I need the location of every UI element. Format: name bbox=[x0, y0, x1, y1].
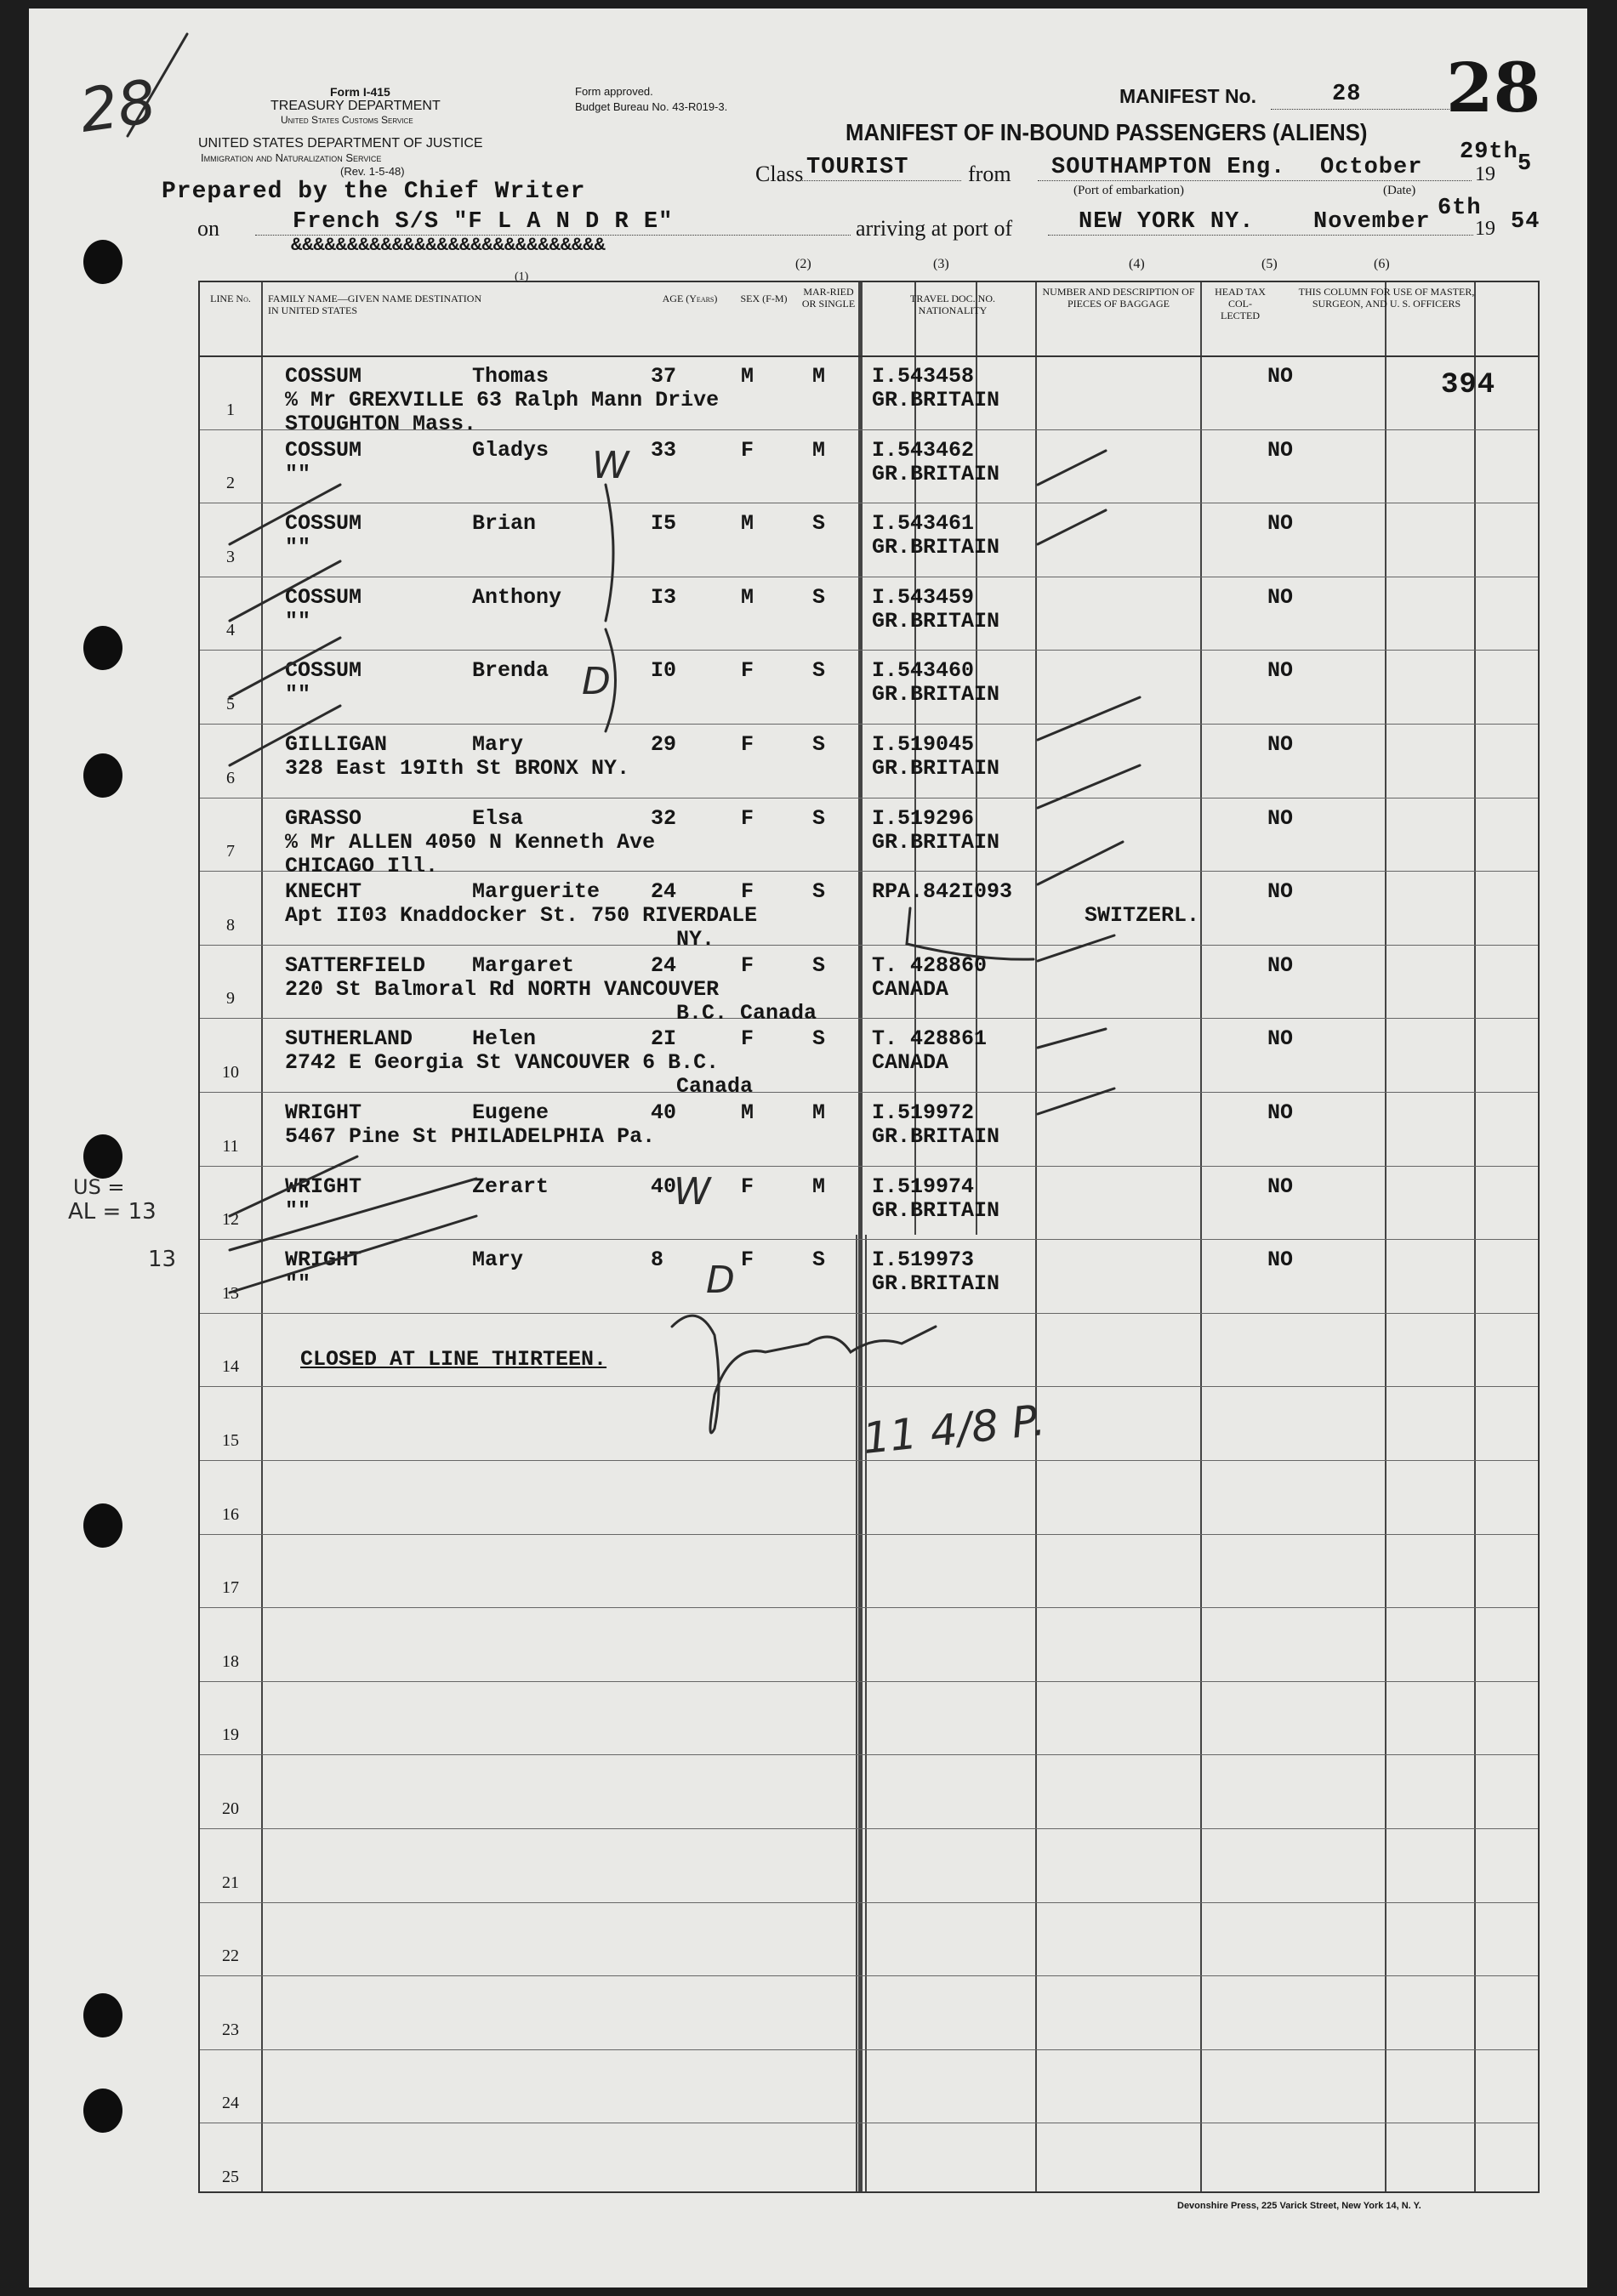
age: 29 bbox=[651, 732, 677, 757]
line-number: 3 bbox=[226, 547, 235, 566]
arrival-time-note: 11 4/8 P. bbox=[860, 1395, 1048, 1464]
head-tax: NO bbox=[1267, 805, 1294, 831]
sex: M bbox=[741, 1100, 754, 1125]
given-name: Gladys bbox=[472, 437, 549, 463]
col-num-4: (4) bbox=[1129, 257, 1145, 271]
travel-document-number: I.543462 bbox=[872, 437, 975, 463]
sex: F bbox=[741, 437, 754, 463]
destination-line-2: STOUGHTON Mass. bbox=[285, 412, 477, 436]
nationality: GR.BRITAIN bbox=[872, 829, 1000, 855]
travel-document-number: I.543458 bbox=[872, 364, 975, 389]
closed-text: CLOSED AT LINE THIRTEEN. bbox=[300, 1347, 607, 1372]
arrival-day: 6th bbox=[1438, 196, 1482, 221]
margin-tally-al: AL = 13 bbox=[68, 1199, 157, 1225]
destination-line-2: CHICAGO Ill. bbox=[285, 853, 439, 878]
nationality: GR.BRITAIN bbox=[872, 1124, 1000, 1149]
given-name: Elsa bbox=[472, 805, 524, 831]
travel-document-number: RPA.842I093 bbox=[872, 879, 1013, 905]
given-name: Mary bbox=[472, 732, 524, 757]
treasury-department: TREASURY DEPARTMENT bbox=[270, 99, 441, 113]
marital-status: S bbox=[812, 805, 826, 831]
marital-status: M bbox=[812, 437, 826, 463]
col-num-2: (2) bbox=[795, 257, 811, 271]
on-label: on bbox=[197, 216, 219, 241]
age: I3 bbox=[651, 584, 677, 610]
check-mark bbox=[1038, 1029, 1106, 1048]
family-name: KNECHT bbox=[285, 879, 362, 905]
line-number: 11 bbox=[222, 1136, 239, 1156]
col-num-5: (5) bbox=[1261, 257, 1278, 271]
inspector-initial: W bbox=[674, 1170, 711, 1213]
sex: F bbox=[741, 732, 754, 757]
given-name: Eugene bbox=[472, 1100, 549, 1125]
destination: 5467 Pine St PHILADELPHIA Pa. bbox=[285, 1124, 656, 1149]
age: 24 bbox=[651, 879, 677, 905]
nationality: GR.BRITAIN bbox=[872, 535, 1000, 560]
age: 8 bbox=[651, 1247, 664, 1273]
check-mark bbox=[230, 561, 340, 621]
nationality: GR.BRITAIN bbox=[872, 1197, 1000, 1223]
line-number: 13 bbox=[222, 1283, 239, 1303]
given-name: Anthony bbox=[472, 584, 562, 610]
bracket bbox=[606, 485, 613, 621]
line-number: 4 bbox=[226, 621, 235, 640]
header-age: AGE (Years) bbox=[662, 293, 718, 304]
line-number: 14 bbox=[222, 1357, 239, 1377]
check-mark bbox=[1038, 842, 1123, 884]
revision: (Rev. 1-5-48) bbox=[340, 165, 405, 178]
family-name: COSSUM bbox=[285, 364, 362, 389]
customs-service: United States Customs Service bbox=[281, 114, 413, 126]
check-mark bbox=[230, 485, 340, 544]
manifest-label: MANIFEST No. bbox=[1119, 85, 1256, 107]
nationality: GR.BRITAIN bbox=[872, 608, 1000, 634]
header-name: FAMILY NAME—GIVEN NAME DESTINATION IN UNITED STATES bbox=[268, 293, 482, 316]
family-name: COSSUM bbox=[285, 437, 362, 463]
sex: F bbox=[741, 879, 754, 905]
destination: "" bbox=[285, 1197, 311, 1223]
printer-footer: Devonshire Press, 225 Varick Street, New York 14, N. Y. bbox=[1177, 2201, 1421, 2211]
line-number: 9 bbox=[226, 989, 235, 1009]
marital-status: S bbox=[812, 732, 826, 757]
header-sex: SEX (F-M) bbox=[740, 293, 788, 304]
check-mark bbox=[230, 638, 340, 697]
marital-status: S bbox=[812, 584, 826, 610]
departure-year-prefix: 19 bbox=[1475, 163, 1495, 185]
check-mark bbox=[1038, 765, 1140, 808]
destination: "" bbox=[285, 1271, 311, 1297]
marital-status: S bbox=[812, 879, 826, 905]
officer-number: 394 bbox=[1441, 369, 1496, 401]
destination: "" bbox=[285, 461, 311, 486]
bracket bbox=[907, 908, 1033, 959]
departure-year: 5 bbox=[1517, 151, 1533, 177]
travel-document-number: I.543459 bbox=[872, 584, 975, 610]
destination: "" bbox=[285, 608, 311, 634]
head-tax: NO bbox=[1267, 732, 1294, 757]
nationality: GR.BRITAIN bbox=[872, 1271, 1000, 1297]
arrival-month: November bbox=[1313, 209, 1431, 235]
header-head-tax: HEAD TAX COL-LECTED bbox=[1215, 286, 1266, 321]
inspector-initial: W bbox=[592, 444, 629, 487]
nationality: CANADA bbox=[872, 976, 949, 1002]
check-mark bbox=[1038, 451, 1106, 485]
vessel-underline: &&&&&&&&&&&&&&&&&&&&&&&&&&&& bbox=[291, 235, 606, 256]
head-tax: NO bbox=[1267, 1247, 1294, 1273]
line-number: 6 bbox=[226, 768, 235, 787]
line-number: 12 bbox=[222, 1210, 239, 1230]
sex: F bbox=[741, 1174, 754, 1199]
sex: F bbox=[741, 1247, 754, 1273]
col-num-6: (6) bbox=[1374, 257, 1390, 271]
arrival-year-prefix: 19 bbox=[1475, 218, 1495, 240]
bracket bbox=[606, 629, 616, 731]
family-name: COSSUM bbox=[285, 658, 362, 684]
age: 40 bbox=[651, 1174, 677, 1199]
header-baggage: NUMBER AND DESCRIPTION OF PIECES OF BAGGAGE bbox=[1042, 286, 1195, 310]
age: 40 bbox=[651, 1100, 677, 1125]
prepared-by: Prepared by the Chief Writer bbox=[162, 179, 586, 205]
class-label: Class bbox=[755, 162, 804, 186]
margin-tally-us: US = bbox=[73, 1175, 125, 1199]
form-approved: Form approved. bbox=[575, 85, 653, 98]
head-tax: NO bbox=[1267, 1100, 1294, 1125]
age: 2I bbox=[651, 1026, 677, 1052]
header-married: MAR-RIED OR SINGLE bbox=[801, 286, 856, 310]
check-mark bbox=[230, 1179, 476, 1250]
family-name: WRIGHT bbox=[285, 1174, 362, 1199]
form-number: Form I-415 bbox=[330, 85, 390, 99]
family-name: GILLIGAN bbox=[285, 732, 388, 757]
check-mark bbox=[1038, 1088, 1114, 1114]
marital-status: S bbox=[812, 658, 826, 684]
marital-status: S bbox=[812, 1026, 826, 1052]
given-name: Zerart bbox=[472, 1174, 549, 1199]
family-name: COSSUM bbox=[285, 511, 362, 537]
check-mark bbox=[230, 1216, 476, 1293]
line-number: 5 bbox=[226, 695, 235, 713]
nationality: GR.BRITAIN bbox=[872, 461, 1000, 486]
destination-line-2: Canada bbox=[676, 1074, 754, 1100]
line-number: 7 bbox=[226, 842, 235, 861]
header-travel-doc: TRAVEL DOC. NO. NATIONALITY bbox=[909, 293, 995, 316]
sex: F bbox=[741, 658, 754, 684]
line-number: 19 bbox=[222, 1725, 239, 1745]
head-tax: NO bbox=[1267, 437, 1294, 463]
age: 32 bbox=[651, 805, 677, 831]
age: I0 bbox=[651, 658, 677, 684]
marital-status: M bbox=[812, 1174, 826, 1199]
destination: 2742 E Georgia St VANCOUVER 6 B.C. bbox=[285, 1050, 720, 1076]
destination-line-2: NY. bbox=[676, 927, 715, 952]
line-number: 8 bbox=[226, 915, 235, 935]
line-number: 23 bbox=[222, 2020, 239, 2039]
age: I5 bbox=[651, 511, 677, 537]
department-of-justice: UNITED STATES DEPARTMENT OF JUSTICE bbox=[198, 136, 483, 151]
head-tax: NO bbox=[1267, 511, 1294, 537]
class-value: TOURIST bbox=[806, 155, 909, 180]
arriving-label: arriving at port of bbox=[856, 216, 1013, 241]
travel-document-number: I.519296 bbox=[872, 805, 975, 831]
nationality: GR.BRITAIN bbox=[872, 388, 1000, 412]
travel-document-number: I.519974 bbox=[872, 1174, 975, 1199]
sex: F bbox=[741, 952, 754, 978]
manifest-number-typed: 28 bbox=[1332, 82, 1362, 107]
departure-month: October bbox=[1320, 155, 1423, 180]
manifest-title: MANIFEST OF IN-BOUND PASSENGERS (ALIENS) bbox=[846, 119, 1368, 145]
destination: 328 East 19Ith St BRONX NY. bbox=[285, 756, 630, 781]
margin-tally-total: 13 bbox=[148, 1247, 177, 1272]
travel-document-number: I.543460 bbox=[872, 658, 975, 684]
col-num-3: (3) bbox=[933, 257, 949, 271]
departure-day: 29th bbox=[1460, 139, 1518, 165]
inspector-initial: D bbox=[706, 1259, 735, 1302]
line-number: 24 bbox=[222, 2094, 239, 2113]
corner-number: 28 bbox=[75, 66, 161, 146]
nationality: SWITZERL. bbox=[1085, 903, 1200, 929]
sex: F bbox=[741, 1026, 754, 1052]
destination: 220 St Balmoral Rd NORTH VANCOUVER bbox=[285, 976, 720, 1002]
age: 33 bbox=[651, 437, 677, 463]
line-number: 21 bbox=[222, 1873, 239, 1892]
line-number: 20 bbox=[222, 1799, 239, 1818]
travel-document-number: I.519972 bbox=[872, 1100, 975, 1125]
given-name: Brian bbox=[472, 511, 537, 537]
family-name: COSSUM bbox=[285, 584, 362, 610]
marital-status: S bbox=[812, 511, 826, 537]
corner-slash bbox=[128, 34, 187, 136]
line-number: 16 bbox=[222, 1504, 239, 1524]
travel-document-number: I.519973 bbox=[872, 1247, 975, 1273]
check-mark bbox=[1038, 697, 1140, 740]
check-mark bbox=[1038, 510, 1106, 544]
family-name: SUTHERLAND bbox=[285, 1026, 413, 1052]
line-number: 1 bbox=[226, 400, 235, 419]
line-number: 2 bbox=[226, 474, 235, 493]
manifest-number-stamp: 28 bbox=[1446, 48, 1541, 128]
given-name: Thomas bbox=[472, 364, 549, 389]
line-number: 15 bbox=[222, 1431, 239, 1450]
head-tax: NO bbox=[1267, 1174, 1294, 1199]
age: 37 bbox=[651, 364, 677, 389]
col-num-1: (1) bbox=[515, 270, 529, 283]
family-name: WRIGHT bbox=[285, 1247, 362, 1273]
family-name: SATTERFIELD bbox=[285, 952, 426, 978]
arrival-year: 54 bbox=[1511, 209, 1540, 235]
port-caption: (Port of embarkation) bbox=[1073, 184, 1184, 197]
sex: M bbox=[741, 584, 754, 610]
head-tax: NO bbox=[1267, 1026, 1294, 1052]
header-line-no: LINE No. bbox=[210, 293, 251, 304]
vessel-name: French S/S "F L A N D R E" bbox=[293, 209, 674, 235]
head-tax: NO bbox=[1267, 658, 1294, 684]
destination: "" bbox=[285, 682, 311, 708]
line-number: 25 bbox=[222, 2168, 239, 2186]
inspector-initial: D bbox=[582, 660, 611, 703]
line-number: 22 bbox=[222, 1946, 239, 1966]
marital-status: M bbox=[812, 364, 826, 389]
date-caption: (Date) bbox=[1383, 184, 1416, 197]
marital-status: S bbox=[812, 1247, 826, 1273]
travel-document-number: I.519045 bbox=[872, 732, 975, 757]
destination: % Mr ALLEN 4050 N Kenneth Ave bbox=[285, 829, 656, 855]
head-tax: NO bbox=[1267, 364, 1294, 389]
given-name: Marguerite bbox=[472, 879, 601, 905]
destination-line-2: B.C. Canada bbox=[676, 1000, 817, 1026]
marital-status: S bbox=[812, 952, 826, 978]
travel-document-number: T. 428861 bbox=[872, 1026, 988, 1052]
head-tax: NO bbox=[1267, 879, 1294, 905]
head-tax: NO bbox=[1267, 952, 1294, 978]
check-mark bbox=[230, 1157, 357, 1216]
given-name: Helen bbox=[472, 1026, 537, 1052]
family-name: GRASSO bbox=[285, 805, 362, 831]
from-value: SOUTHAMPTON Eng. bbox=[1051, 155, 1286, 180]
check-mark bbox=[1038, 935, 1114, 961]
destination: % Mr GREXVILLE 63 Ralph Mann Drive bbox=[285, 388, 720, 412]
destination: "" bbox=[285, 535, 311, 560]
destination: Apt II03 Knaddocker St. 750 RIVERDALE bbox=[285, 903, 758, 929]
line-number: 10 bbox=[222, 1063, 239, 1082]
family-name: WRIGHT bbox=[285, 1100, 362, 1125]
given-name: Margaret bbox=[472, 952, 575, 978]
sex: M bbox=[741, 364, 754, 389]
line-number: 17 bbox=[222, 1578, 239, 1598]
nationality: GR.BRITAIN bbox=[872, 682, 1000, 708]
travel-document-number: I.543461 bbox=[872, 511, 975, 537]
head-tax: NO bbox=[1267, 584, 1294, 610]
sex: M bbox=[741, 511, 754, 537]
budget-bureau: Budget Bureau No. 43-R019-3. bbox=[575, 100, 728, 113]
signature bbox=[672, 1316, 936, 1433]
line-number: 18 bbox=[222, 1651, 239, 1671]
given-name: Brenda bbox=[472, 658, 549, 684]
travel-document-number: T. 428860 bbox=[872, 952, 988, 978]
sex: F bbox=[741, 805, 754, 831]
check-mark bbox=[230, 706, 340, 765]
header-officers: THIS COLUMN FOR USE OF MASTER, SURGEON, AND U. S. OFFICERS bbox=[1298, 286, 1475, 310]
ins-service: Immigration and Naturalization Service bbox=[201, 151, 382, 164]
nationality: GR.BRITAIN bbox=[872, 756, 1000, 781]
nationality: CANADA bbox=[872, 1050, 949, 1076]
marital-status: M bbox=[812, 1100, 826, 1125]
given-name: Mary bbox=[472, 1247, 524, 1273]
from-label: from bbox=[968, 162, 1011, 186]
age: 24 bbox=[651, 952, 677, 978]
arrival-port: NEW YORK NY. bbox=[1079, 209, 1255, 235]
